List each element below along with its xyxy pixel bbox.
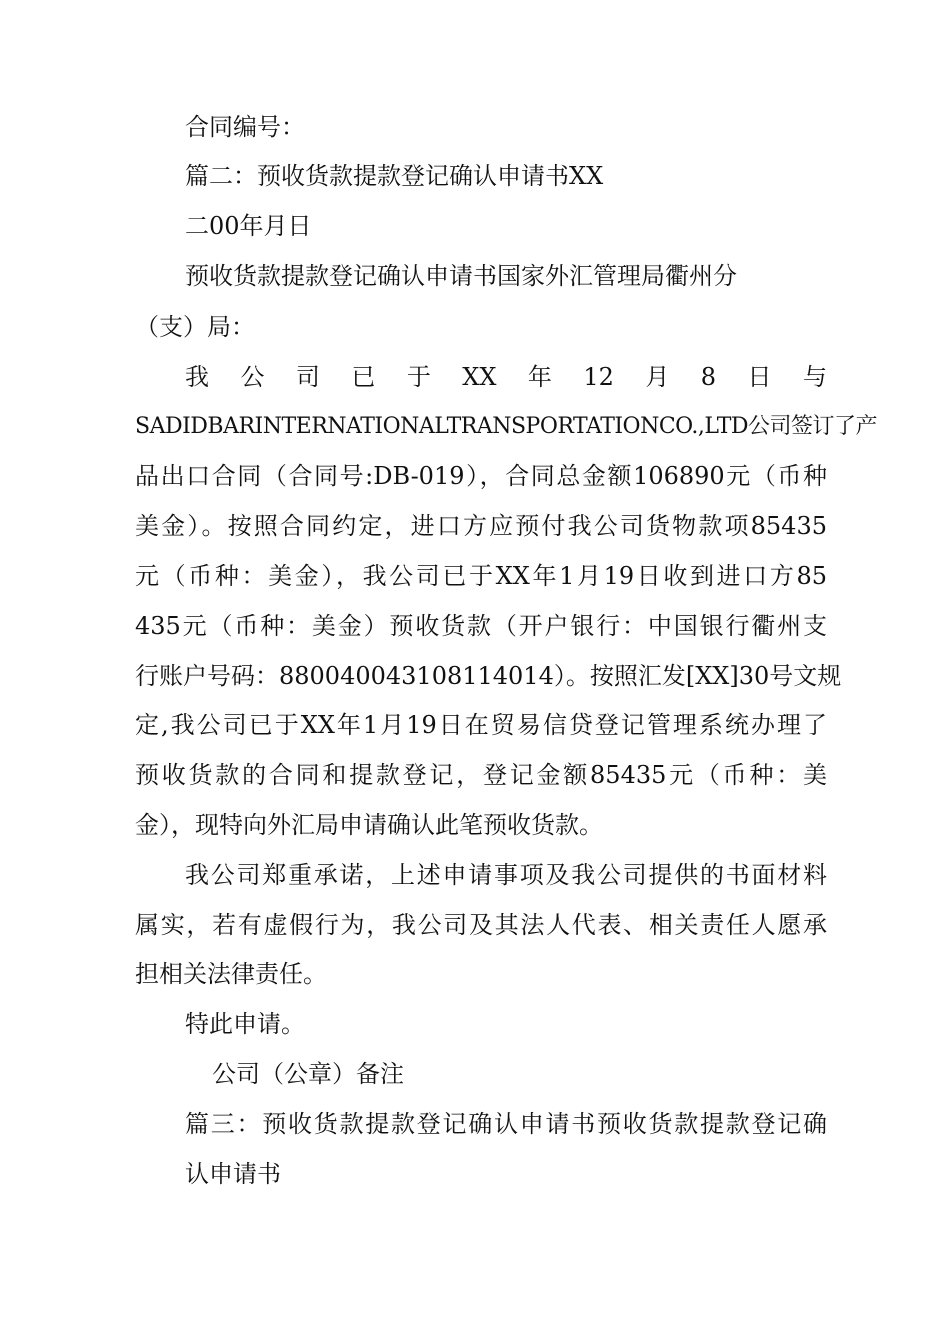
section-heading: 篇二：预收货款提款登记确认申请书XX <box>185 162 604 190</box>
contract-number-label: 合同编号： <box>185 113 305 141</box>
paragraph-line: 美金）。按照合同约定，进口方应预付我公司货物款项85435 <box>135 512 827 540</box>
paragraph-line: 我公司郑重承诺，上述申请事项及我公司提供的书面材料 <box>185 861 827 889</box>
paragraph-line <box>185 359 827 395</box>
closing-line: 特此申请。 <box>185 1010 305 1038</box>
addressee-line: （支）局： <box>135 313 255 341</box>
paragraph-line: 预收货款的合同和提款登记，登记金额85435元（币种：美 <box>135 761 827 789</box>
section-heading: 篇三：预收货款提款登记确认申请书预收货款提款登记确 <box>185 1110 827 1138</box>
paragraph-line: 属实，若有虚假行为，我公司及其法人代表、相关责任人愿承 <box>135 911 827 939</box>
paragraph-line: 担相关法律责任。 <box>135 960 327 988</box>
text-fragment: 8 <box>700 363 717 391</box>
paragraph-line: SADIDBARINTERNATIONALTRANSPORTATIONCO.,LTD公司签订了产 <box>135 414 878 439</box>
text-fragment: 与 <box>802 363 827 391</box>
paragraph-line: 金），现特向外汇局申请确认此笔预收货款。 <box>135 811 603 839</box>
text-fragment: 于 <box>406 363 431 391</box>
date-line: 二00年月日 <box>185 212 312 240</box>
text-fragment: 司 <box>295 363 320 391</box>
text-fragment: 我 <box>185 363 209 391</box>
text-fragment: 公 <box>240 363 265 391</box>
text-fragment: XX <box>462 363 497 391</box>
section-heading: 认申请书 <box>185 1160 281 1188</box>
text-fragment: 年 <box>527 363 552 391</box>
paragraph-line: 元（币种：美金），我公司已于XX年1月19日收到进口方85 <box>135 562 827 590</box>
text-fragment: 12 <box>583 363 614 391</box>
text-fragment: 已 <box>351 363 376 391</box>
paragraph-line: 定,我公司已于XX年1月19日在贸易信贷登记管理系统办理了 <box>135 711 827 739</box>
paragraph-line: 435元（币种：美金）预收货款（开户银行：中国银行衢州支 <box>135 612 827 640</box>
paragraph-line: 品出口合同（合同号:DB-019），合同总金额106890元（币种 <box>135 462 827 490</box>
paragraph-line: 行账户号码：880040043108114014）。按照汇发[XX]30号文规 <box>135 662 842 690</box>
company-seal-line: 公司（公章）备注 <box>212 1060 404 1088</box>
text-fragment: 日 <box>747 363 772 391</box>
addressee-line: 预收货款提款登记确认申请书国家外汇管理局衢州分 <box>185 262 737 290</box>
text-fragment: 月 <box>645 363 670 391</box>
